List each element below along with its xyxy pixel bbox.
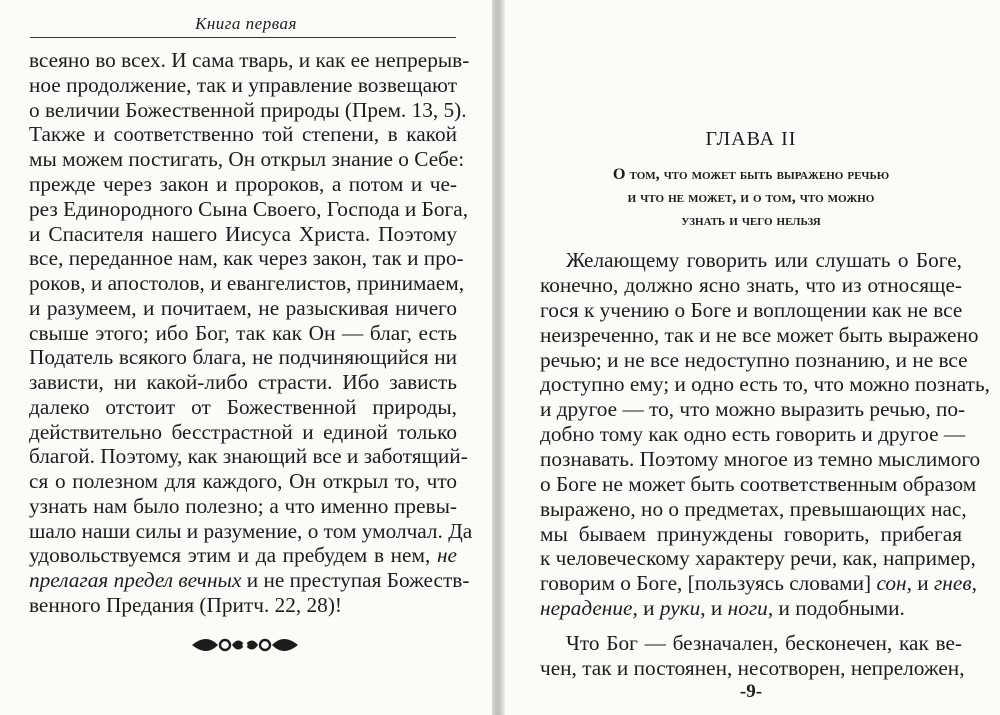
text-line: и Спасителя нашего Иисуса Христа. Поэтому xyxy=(29,222,457,246)
text-line: Желающему говорить или слушать о Боге, xyxy=(566,248,962,272)
text-run: , и xyxy=(906,571,934,595)
chapter-subtitle: и что не может, и о том, что можно xyxy=(627,188,875,206)
italic-run: руки xyxy=(659,596,701,620)
text-line: речью; и не все недоступно познанию, и не все xyxy=(540,348,968,372)
text-line: к человеческому характеру речи, как, например, xyxy=(540,546,976,570)
text-line: шало наши силы и разумение, о том умолчал. Да xyxy=(29,519,473,543)
text-line: гося к учению о Боге и воплощении как не все xyxy=(540,298,963,322)
chapter-subtitle: узнать и чего нельзя xyxy=(681,211,821,229)
running-head: Книга первая xyxy=(195,14,297,33)
text-line: Податель всякого блага, не подчиняющийся ни xyxy=(29,345,457,369)
left-page xyxy=(0,0,492,715)
text-line: зависти, ни какой-либо страсти. Ибо зависть xyxy=(29,370,457,394)
text-line xyxy=(540,598,962,619)
text-line: выражено, но о предметах, превышающих нас, xyxy=(540,497,967,521)
text-line: добно тому как одно есть говорить и другое — xyxy=(540,422,966,446)
text-run: , и xyxy=(632,596,660,620)
text-line: Также и соответственно той степени, в какой xyxy=(29,122,457,146)
text-line: благой. Поэтому, как знающий все и заботящий- xyxy=(29,444,468,468)
text-line: мы бываем принуждены говорить, прибегая xyxy=(540,522,962,546)
text-line: Что Бог — безначален, бесконечен, как ве- xyxy=(566,631,962,655)
text-run: удовольствуемся этим и да пребудем в нем, xyxy=(29,543,437,567)
text-run: , и подобными. xyxy=(767,596,905,620)
text-line xyxy=(29,568,470,592)
text-line: прежде через закон и пророков, а потом и че- xyxy=(29,172,457,196)
header-rule xyxy=(30,37,456,38)
chapter-title: ГЛАВА II xyxy=(705,128,797,150)
text-line xyxy=(540,571,977,595)
text-line: мы можем постигать, Он открыл знание о Себе: xyxy=(29,147,465,171)
text-line: и разумеем, и почитаем, не разыскивая ничего xyxy=(29,296,457,320)
text-line: познавать. Поэтому многое из темно мыслимого xyxy=(540,447,981,471)
text-line: чен, так и постоянен, несотворен, непреложен, xyxy=(540,656,965,680)
italic-run: ноги xyxy=(727,596,768,620)
text-line: свыше этого; ибо Бог, так как Он — благ, есть xyxy=(29,321,457,345)
text-line: доступно ему; и одно есть то, что можно познать, xyxy=(540,372,991,396)
text-line: узнать нам было полезно; а что именно превы- xyxy=(29,494,457,518)
ornamental-divider-icon xyxy=(190,634,300,661)
text-line: венного Предания (Притч. 22, 28)! xyxy=(29,593,343,617)
italic-run: не xyxy=(436,543,457,567)
text-line xyxy=(29,545,457,566)
text-line: ся о полезном для каждого, Он открыл то, что xyxy=(29,469,457,493)
text-run: говорим о Боге, [пользуясь словами] xyxy=(540,571,877,595)
italic-run: гнев, xyxy=(934,571,977,595)
text-line: конечно, должно ясно знать, что из относяще- xyxy=(540,273,962,297)
text-line: и другое — то, что можно выразить речью, по- xyxy=(540,397,966,421)
book-gutter xyxy=(492,0,505,715)
text-line: ное продолжение, так и управление возвещают xyxy=(29,73,457,97)
text-line: всеяно во всех. И сама тварь, и как ее непрерыв- xyxy=(29,48,470,72)
text-line: все, переданное нам, как через закон, так и про- xyxy=(29,246,464,270)
text-line: роков, и апостолов, и евангелистов, принимаем, xyxy=(29,271,465,295)
text-line: неизреченно, так и не все может быть выражено xyxy=(540,323,979,347)
text-run: и не преступая Божеств- xyxy=(241,568,470,592)
italic-run: нерадение xyxy=(540,596,633,620)
text-line: рез Единородного Сына Своего, Господа и Бога, xyxy=(29,197,469,221)
chapter-subtitle: О том, что может быть выражено речью xyxy=(612,165,890,183)
page-number: -9- xyxy=(739,681,763,702)
italic-run: сон xyxy=(876,571,907,595)
text-line: о Боге не может быть соответственным образом xyxy=(540,472,977,496)
text-line: действительно бесстрастной и единой только xyxy=(29,420,457,444)
text-line: далеко отстоит от Божественной природы, xyxy=(29,395,457,419)
text-line: о величии Божественной природы (Прем. 13, 5). xyxy=(29,98,467,122)
text-run: , и xyxy=(700,596,728,620)
italic-run: прелагая предел вечных xyxy=(29,568,242,592)
